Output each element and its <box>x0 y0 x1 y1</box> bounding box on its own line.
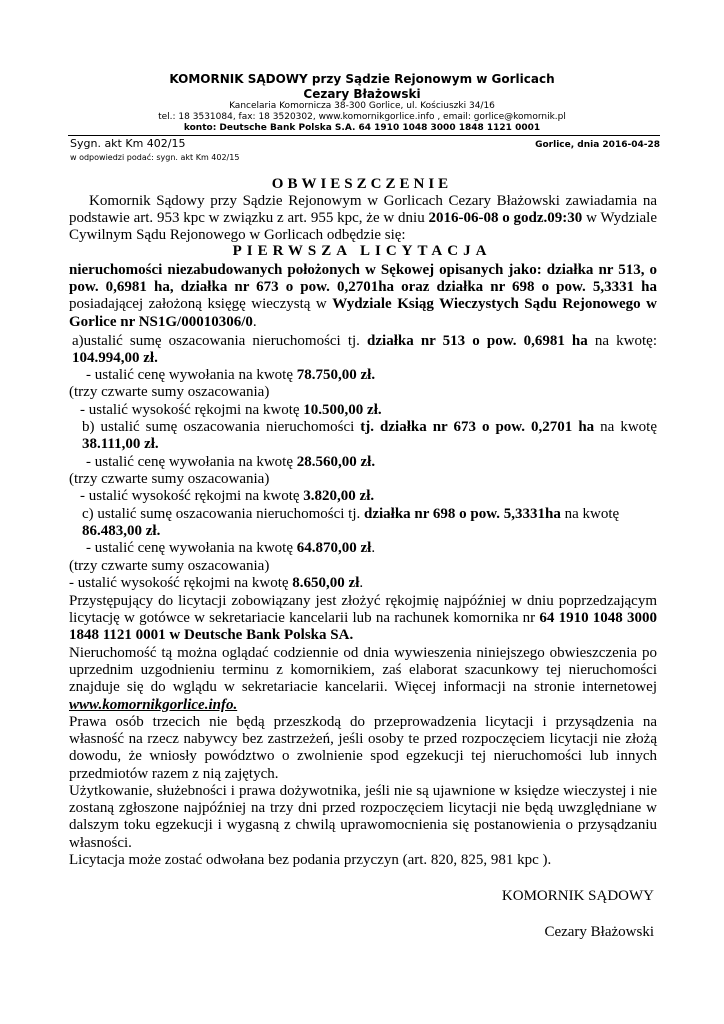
document-title: OBWIESZCZENIE <box>271 176 453 192</box>
reply-reference: w odpowiedzi podać: sygn. akt Km 402/15 <box>70 153 240 162</box>
item-b-valuation: b) ustalić sumę oszacowania nieruchomości tj. działka nr 673 o pow. 0,2701 ha na kwotę 38.111,00 zł. <box>82 419 657 453</box>
case-reference: Sygn. akt Km 402/15 <box>70 137 186 150</box>
cancellation-note: Licytacja może zostać odwołana bez podania przyczyn (art. 820, 825, 981 kpc ). <box>69 852 552 868</box>
office-contacts: tel.: 18 3531084, fax: 18 3520302, www.komornikgorlice.info , email: gorlice@komornik.pl <box>158 112 566 122</box>
auction-datetime: 2016-06-08 o godz.09:30 <box>428 210 583 227</box>
item-c-call-note: (trzy czwarte sumy oszacowania) <box>69 558 270 574</box>
item-b-deposit: - ustalić wysokość rękojmi na kwotę 3.820,00 zł. <box>80 488 375 504</box>
bailiff-name: Cezary Błażowski <box>303 87 421 101</box>
office-title: KOMORNIK SĄDOWY przy Sądzie Rejonowym w Gorlicach <box>169 72 555 86</box>
item-a-amount: 104.994,00 zł. <box>72 350 158 367</box>
land-registry: Wydziale Ksiąg Wieczystych Sądu Rejonowego w Gorlice nr NS1G/00010306/0 <box>69 296 657 330</box>
bank-account-number: 64 1910 1048 3000 1848 1121 0001 w Deutsche Bank Polska SA. <box>69 610 658 644</box>
deposit-paragraph: Przystępujący do licytacji zobowiązany jest złożyć rękojmię najpóźniej w dniu poprzedzającym licytację w gotówce w sekretariacie kancelarii lub na rachunek komornika nr 64 1910 1048 3000 1848 1121 0001 w Deutsche Bank Polska SA. <box>69 593 658 644</box>
website-link[interactable]: www.komornikgorlice.info. <box>69 696 238 713</box>
header-divider <box>68 135 660 136</box>
signature-role: KOMORNIK SĄDOWY <box>501 888 654 904</box>
item-a-call-price: - ustalić cenę wywołania na kwotę 78.750,00 zł. <box>86 367 376 383</box>
viewing-paragraph: Nieruchomość tą można oglądać codziennie od dnia wywieszenia niniejszego obwieszczenia po uprzednim uzgodnieniu terminu z komornikiem, zaś elaborat szacunkowy tej nieruchomości znajduje się do wglądu w sekretariacie kancelarii. Więcej informacji na stronie internetowej www.komornikgorlice.info. <box>69 645 657 713</box>
item-b-call-price: - ustalić cenę wywołania na kwotę 28.560,00 zł. <box>86 454 376 470</box>
document-date: Gorlice, dnia 2016-04-28 <box>535 140 660 150</box>
easements-paragraph: Użytkowanie, służebności i prawa dożywotnika, jeśli nie są ujawnione w księdze wieczystej i nie zostaną zgłoszone najpóźniej na trzy dni przed rozpoczęciem licytacji nie będą uwzględniane w dalszym toku egzekucji i wygasną z chwilą uprawomocnienia się postanowienia o przysądzaniu własności. <box>69 783 657 851</box>
auction-title: PIERWSZA LICYTACJA <box>232 243 492 259</box>
item-b-amount: 38.111,00 zł. <box>82 436 159 453</box>
item-b-call-note: (trzy czwarte sumy oszacowania) <box>69 471 270 487</box>
item-c-amount: 86.483,00 zł. <box>82 523 161 540</box>
office-address: Kancelaria Komornicza 38-300 Gorlice, ul. Kościuszki 34/16 <box>229 101 495 111</box>
bank-account: konto: Deutsche Bank Polska S.A. 64 1910 1048 3000 1848 1121 0001 <box>183 123 541 133</box>
item-c-deposit: - ustalić wysokość rękojmi na kwotę 8.650,00 zł. <box>69 575 364 591</box>
item-a-deposit: - ustalić wysokość rękojmi na kwotę 10.500,00 zł. <box>80 402 382 418</box>
item-a-call-note: (trzy czwarte sumy oszacowania) <box>69 384 270 400</box>
intro-paragraph: Komornik Sądowy przy Sądzie Rejonowym w Gorlicach Cezary Błażowski zawiadamia na podstawie art. 953 kpc w związku z art. 955 kpc, że w dniu 2016-06-08 o godz.09:30 w Wydziale Cywilnym Sądu Rejonowego w Gorlicach odbędzie się: <box>69 193 657 244</box>
signature-name: Cezary Błażowski <box>544 924 654 940</box>
property-description: nieruchomości niezabudowanych położonych w Sękowej opisanych jako: działka nr 513, o pow. 0,6981 ha, działka nr 673 o pow. 0,2701ha oraz działka nr 698 o pow. 5,3331 ha <box>69 262 657 296</box>
item-c-valuation: c) ustalić sumę oszacowania nieruchomości tj. działka nr 698 o pow. 5,3331ha na kwotę 86.483,00 zł. <box>82 506 620 540</box>
item-a-valuation: a)ustalić sumę oszacowania nieruchomości tj. działka nr 513 o pow. 0,6981 ha na kwotę: 104.994,00 zł. <box>72 333 657 367</box>
third-party-rights-paragraph: Prawa osób trzecich nie będą przeszkodą do przeprowadzenia licytacji i przysądzenia na własność na rzecz nabywcy bez zastrzeżeń, jeśli osoby te przed rozpoczęciem licytacji nie złożą dowodu, że wniosły powództwo o zwolnienie spod egzekucji tej nieruchomości lub innych przedmiotów razem z nią zajętych. <box>69 714 657 782</box>
item-c-call-price: - ustalić cenę wywołania na kwotę 64.870,00 zł. <box>86 540 376 556</box>
property-paragraph: nieruchomości niezabudowanych położonych w Sękowej opisanych jako: działka nr 513, o pow. 0,6981 ha, działka nr 673 o pow. 0,2701ha oraz działka nr 698 o pow. 5,3331 ha posiadającej założoną księgę wieczystą w Wydziale Ksiąg Wieczystych Sądu Rejonowego w Gorlice nr NS1G/00010306/0. <box>69 262 657 330</box>
